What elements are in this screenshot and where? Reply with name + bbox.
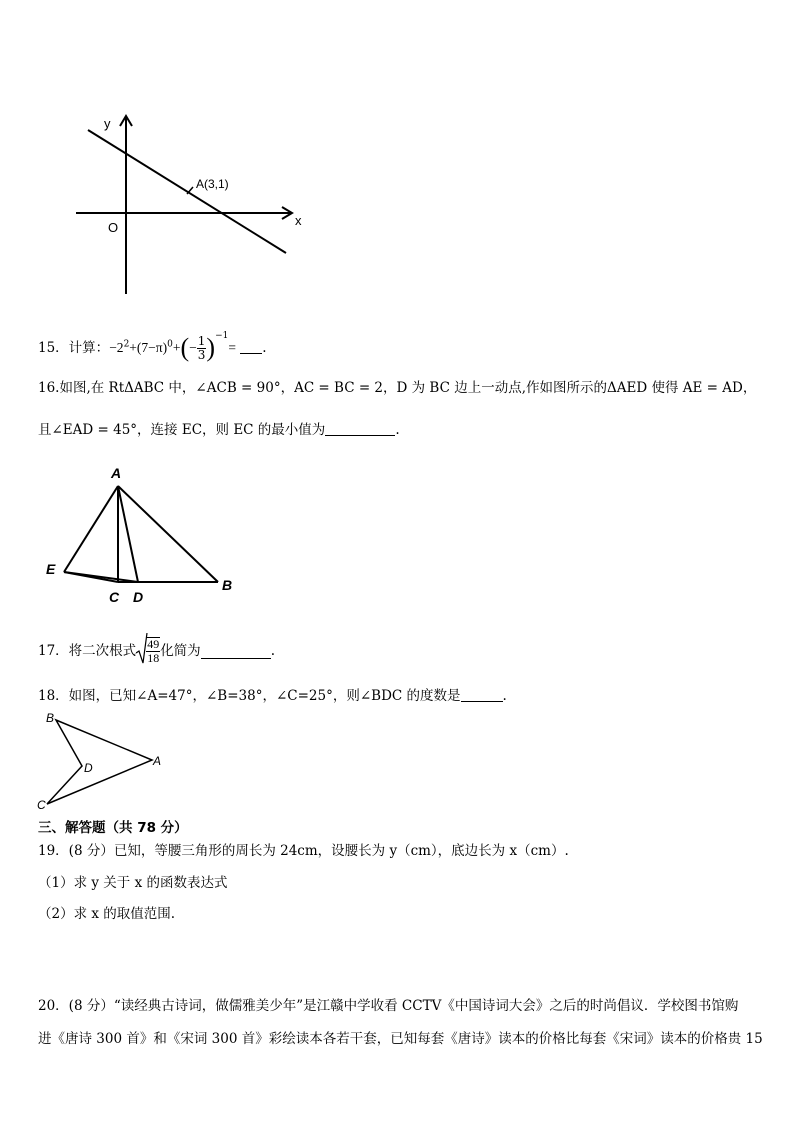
dart-vertex-d-label: D (84, 761, 93, 775)
question-17 (38, 637, 275, 665)
q15-equals: = (228, 340, 236, 355)
vertex-c-label: C (109, 589, 120, 605)
q15-left-paren: ( (180, 333, 190, 362)
q17-end: . (270, 643, 275, 659)
segment-ae (64, 486, 118, 572)
question-18 (38, 686, 507, 706)
dart-vertex-b-label: B (46, 711, 55, 725)
point-a-label: A(3,1) (196, 177, 229, 191)
q15-right-paren: ) (206, 333, 216, 362)
vertex-a-label: A (111, 465, 122, 481)
section-3-heading: 三、解答题（共 78 分） (38, 820, 188, 836)
dart-shape (47, 720, 152, 804)
vertex-e-label: E (46, 561, 56, 577)
x-axis-label: x (295, 213, 302, 228)
dart-figure (34, 708, 174, 813)
question-19-part-1: （1）求 y 关于 x 的函数表达式 (38, 875, 228, 891)
q15-answer-blank[interactable] (240, 339, 262, 354)
q15-term-b: +(7−π) (129, 340, 168, 355)
question-19-part-2: （2）求 x 的取值范围. (38, 906, 176, 922)
q15-term-a: −2 (109, 340, 124, 355)
dart-vertex-c-label: C (37, 798, 46, 812)
question-19-stem: 19．(8 分）已知，等腰三角形的周长为 24cm，设腰长为 y（cm），底边长为 x（cm）. (38, 843, 569, 859)
segment-ec (64, 572, 118, 582)
q18-end: . (502, 688, 507, 704)
q15-plus: + (172, 340, 181, 355)
q15-exp-b: 0 (167, 339, 173, 350)
question-20-line-1: 20．(8 分）“读经典古诗词，做儒雅美少年”是江赣中学收看 CCTV《中国诗词大会》之后的时尚倡议．学校图书馆购 (38, 998, 739, 1014)
origin-label: O (108, 220, 119, 235)
q15-exp-c: −1 (215, 331, 229, 341)
q17-suffix: 化简为 (160, 643, 201, 659)
q15-end: . (262, 340, 267, 356)
q18-text: 18．如图，已知∠A=47°，∠B=38°，∠C=25°，则∠BDC 的度数是 (38, 688, 461, 704)
vertex-b-label: B (222, 577, 233, 593)
y-axis-label: y (104, 116, 111, 131)
q17-fraction (146, 637, 160, 665)
q16-line2-text: 且∠EAD = 45°，连接 EC，则 EC 的最小值为 (38, 422, 326, 438)
question-16-line-2 (38, 420, 400, 440)
q15-fraction (197, 335, 207, 362)
q18-answer-blank[interactable] (461, 687, 503, 702)
segment-ad (118, 486, 138, 582)
q15-minus: − (189, 340, 197, 355)
question-15 (38, 326, 267, 362)
q17-radical (136, 637, 160, 665)
q17-den: 18 (147, 651, 160, 665)
q16-answer-blank[interactable] (325, 421, 395, 436)
radical-sign-icon (136, 633, 148, 665)
q15-exp-a: 2 (123, 339, 130, 350)
vertex-d-label: D (133, 589, 144, 605)
coordinate-graph (60, 108, 320, 303)
dart-vertex-a-label: A (153, 754, 162, 768)
triangle-figure (40, 460, 250, 610)
question-20-line-2: 进《唐诗 300 首》和《宋词 300 首》彩绘读本各若干套，已知每套《唐诗》读本的价格比每套《宋词》读本的价格贵 15 (38, 1031, 763, 1047)
q16-end: . (395, 422, 400, 438)
q17-answer-blank[interactable] (201, 644, 271, 659)
q17-prefix: 17．将二次根式 (38, 643, 137, 659)
q17-num: 49 (147, 637, 160, 651)
segment-ab (118, 486, 218, 582)
question-16-line-1: 16.如图,在 RtΔABC 中，∠ACB = 90°，AC = BC = 2，D 为 BC 边上一动点,作如图所示的ΔAED 使得 AE = AD， (38, 380, 757, 396)
q15-frac-num: 1 (197, 334, 206, 348)
q15-prefix: 15．计算： (38, 340, 110, 356)
q15-frac-den: 3 (197, 348, 206, 362)
